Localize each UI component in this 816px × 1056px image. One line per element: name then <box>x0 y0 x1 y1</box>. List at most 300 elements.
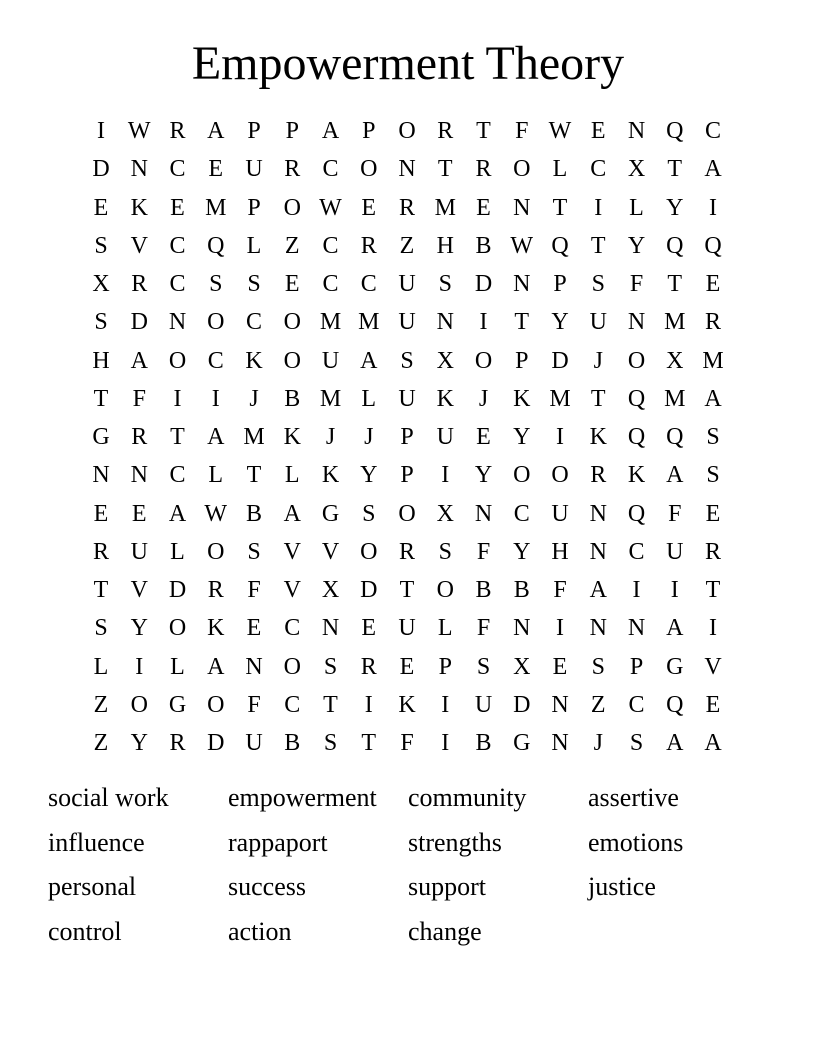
grid-letter: L <box>170 538 185 565</box>
grid-letter: S <box>706 462 720 489</box>
grid-letter: C <box>322 232 339 259</box>
grid-letter: S <box>476 653 491 680</box>
grid-letter: Y <box>627 232 646 259</box>
grid-letter: R <box>398 538 415 565</box>
grid-letter: K <box>627 462 646 489</box>
grid-letter: S <box>438 538 452 565</box>
grid-letter: N <box>474 500 493 527</box>
grid-letter: M <box>664 309 686 336</box>
grid-letter: N <box>321 615 340 642</box>
grid-letter: S <box>209 271 223 297</box>
grid-letter: E <box>246 615 262 642</box>
grid-letter: M <box>358 309 380 336</box>
grid-letter: L <box>284 462 300 489</box>
word-list-item: success <box>228 872 306 901</box>
grid-letter: N <box>130 156 148 183</box>
grid-letter: U <box>321 347 340 374</box>
grid-letter: X <box>666 347 684 374</box>
grid-letter: R <box>131 271 148 297</box>
grid-letter: M <box>549 385 571 412</box>
grid-letter: R <box>704 538 721 565</box>
grid-letter: I <box>709 194 717 221</box>
grid-letter: A <box>589 577 607 603</box>
grid-letter: A <box>704 730 722 756</box>
grid-letter: C <box>513 500 530 527</box>
grid-letter: F <box>476 538 491 565</box>
grid-letter: Q <box>666 691 684 718</box>
grid-letter: M <box>434 194 456 221</box>
grid-letter: M <box>702 347 724 374</box>
grid-letter: L <box>170 653 185 680</box>
grid-letter: N <box>245 653 263 680</box>
word-list-item: strengths <box>408 827 502 857</box>
grid-letter: R <box>131 424 148 450</box>
grid-letter: J <box>325 424 336 450</box>
grid-letter: O <box>130 691 148 718</box>
grid-letter: O <box>513 462 531 489</box>
word-list-item: empowerment <box>228 783 377 812</box>
grid-letter: P <box>400 462 414 489</box>
word-list-item: assertive <box>588 783 679 812</box>
grid-letter: F <box>132 385 146 412</box>
grid-letter: R <box>92 538 109 565</box>
grid-letter: C <box>360 271 377 297</box>
grid-letter: L <box>246 232 262 259</box>
word-list-item: change <box>408 916 482 946</box>
grid-letter: F <box>515 118 529 144</box>
grid-letter: U <box>398 615 416 642</box>
grid-letter: P <box>247 194 261 221</box>
grid-letter: Y <box>551 309 569 336</box>
grid-letter: R <box>360 232 377 259</box>
grid-letter: E <box>131 500 147 527</box>
grid-letter: I <box>594 194 603 221</box>
grid-letter: F <box>668 500 682 527</box>
grid-letter: X <box>321 577 340 603</box>
grid-letter: S <box>591 271 605 297</box>
grid-letter: P <box>400 424 414 450</box>
grid-letter: S <box>323 653 338 680</box>
grid-letter: E <box>476 194 491 221</box>
grid-letter: S <box>94 309 108 336</box>
grid-letter: Q <box>627 500 646 527</box>
grid-letter: J <box>478 385 489 412</box>
grid-letter: M <box>319 385 342 412</box>
grid-letter: C <box>284 615 301 642</box>
grid-letter: B <box>513 577 530 603</box>
grid-letter: P <box>629 653 644 680</box>
grid-letter: O <box>168 615 187 642</box>
grid-letter: S <box>400 347 414 374</box>
grid-letter: U <box>551 500 569 527</box>
grid-letter: A <box>207 118 225 144</box>
grid-letter: X <box>92 271 110 297</box>
grid-letter: C <box>245 309 262 336</box>
grid-letter: K <box>436 385 454 412</box>
grid-letter: L <box>361 385 377 412</box>
grid-letter: M <box>243 424 265 450</box>
grid-letter: I <box>135 653 144 680</box>
grid-letter: Q <box>666 232 684 259</box>
grid-letter: O <box>207 309 225 336</box>
grid-letter: F <box>476 615 491 642</box>
grid-letter: S <box>591 653 605 680</box>
grid-letter: E <box>361 615 377 642</box>
grid-letter: S <box>94 232 108 259</box>
grid-letter: I <box>97 118 105 144</box>
grid-letter: V <box>321 538 340 565</box>
grid-letter: Y <box>666 194 684 221</box>
grid-letter: Z <box>93 691 109 718</box>
grid-letter: N <box>92 462 110 489</box>
grid-letter: J <box>593 347 603 374</box>
grid-letter: C <box>169 271 186 297</box>
grid-letter: V <box>283 538 301 565</box>
word-list-item: action <box>228 916 292 946</box>
word-list-item: influence <box>48 827 145 857</box>
grid-letter: N <box>627 309 646 336</box>
grid-letter: Z <box>284 232 300 259</box>
grid-letter: T <box>667 271 683 297</box>
grid-letter: O <box>398 500 416 527</box>
grid-letter: N <box>551 691 569 718</box>
grid-letter: L <box>208 462 224 489</box>
grid-letter: S <box>94 615 108 642</box>
grid-letter: R <box>398 194 415 221</box>
grid-letter: A <box>283 500 301 527</box>
grid-letter: G <box>92 424 110 450</box>
grid-letter: V <box>283 577 301 603</box>
grid-letter: O <box>283 347 301 374</box>
grid-letter: N <box>513 194 531 221</box>
grid-letter: S <box>438 271 452 297</box>
grid-letter: Q <box>551 232 569 259</box>
grid-letter: I <box>211 385 220 412</box>
grid-letter: U <box>398 385 416 412</box>
grid-letter: P <box>362 118 376 144</box>
grid-letter: G <box>513 730 531 756</box>
word-list-item: social work <box>48 783 169 812</box>
grid-letter: W <box>319 194 342 221</box>
grid-letter: T <box>705 577 721 603</box>
grid-letter: T <box>590 385 606 412</box>
grid-letter: R <box>704 309 721 336</box>
grid-letter: Q <box>627 424 646 450</box>
grid-letter: E <box>705 691 721 718</box>
grid-letter: O <box>168 347 187 374</box>
grid-letter: E <box>590 118 606 144</box>
grid-letter: O <box>207 538 225 565</box>
grid-letter: F <box>629 271 644 297</box>
grid-letter: U <box>474 691 493 718</box>
grid-letter: M <box>205 194 227 221</box>
grid-letter: J <box>593 730 603 756</box>
grid-letter: C <box>704 118 721 144</box>
grid-letter: N <box>589 538 607 565</box>
grid-letter: K <box>321 462 340 489</box>
grid-letter: X <box>627 156 646 183</box>
grid-letter: T <box>590 232 606 259</box>
grid-letter: I <box>709 615 717 642</box>
grid-letter: N <box>551 730 569 756</box>
grid-letter: R <box>360 653 377 680</box>
grid-letter: B <box>284 730 301 756</box>
grid-letter: J <box>249 385 259 412</box>
grid-letter: P <box>553 271 567 297</box>
grid-letter: T <box>323 691 338 718</box>
grid-letter: O <box>283 194 301 221</box>
page-title: Empowerment Theory <box>191 37 625 90</box>
grid-letter: Q <box>627 385 646 412</box>
grid-letter: B <box>475 577 492 603</box>
grid-letter: W <box>510 232 534 259</box>
grid-letter: O <box>283 309 301 336</box>
grid-letter: K <box>283 424 301 450</box>
grid-letter: E <box>284 271 300 297</box>
grid-letter: I <box>556 424 564 450</box>
grid-letter: C <box>169 462 186 489</box>
grid-letter: N <box>168 309 187 336</box>
grid-letter: R <box>207 577 224 603</box>
grid-letter: W <box>204 500 228 527</box>
grid-letter: P <box>515 347 529 374</box>
grid-letter: T <box>170 424 185 450</box>
grid-letter: E <box>170 194 185 221</box>
word-list-item: emotions <box>588 827 684 857</box>
grid-letter: B <box>475 232 492 259</box>
grid-letter: O <box>474 347 493 374</box>
grid-letter: Z <box>399 232 415 259</box>
grid-letter: Q <box>704 232 722 259</box>
grid-letter: D <box>207 730 225 756</box>
grid-letter: A <box>360 347 378 374</box>
grid-letter: X <box>436 347 454 374</box>
grid-letter: T <box>552 194 568 221</box>
grid-letter: G <box>321 500 340 527</box>
grid-letter: H <box>551 538 569 565</box>
grid-letter: R <box>284 156 301 183</box>
grid-letter: D <box>168 577 187 603</box>
grid-letter: G <box>168 691 187 718</box>
grid-letter: K <box>398 691 416 718</box>
grid-letter: I <box>441 462 450 489</box>
grid-letter: B <box>284 385 301 412</box>
grid-letter: U <box>245 156 263 183</box>
grid-letter: O <box>283 653 301 680</box>
grid-letter: T <box>514 309 530 336</box>
grid-letter: N <box>130 462 148 489</box>
grid-letter: K <box>513 385 531 412</box>
grid-letter: S <box>706 424 720 450</box>
grid-letter: I <box>556 615 564 642</box>
grid-letter: A <box>666 615 684 642</box>
grid-letter: B <box>475 730 492 756</box>
grid-letter: I <box>441 730 450 756</box>
grid-letter: V <box>130 577 148 603</box>
grid-letter: E <box>361 194 377 221</box>
grid-letter: R <box>475 156 492 183</box>
grid-letter: P <box>247 118 261 144</box>
grid-letter: F <box>553 577 567 603</box>
grid-letter: T <box>667 156 683 183</box>
grid-letter: Y <box>360 462 378 489</box>
grid-letter: A <box>704 156 722 183</box>
grid-letter: L <box>552 156 568 183</box>
grid-letter: I <box>479 309 488 336</box>
grid-letter: T <box>93 385 109 412</box>
grid-letter: Y <box>513 424 531 450</box>
grid-letter: A <box>666 462 684 489</box>
grid-letter: F <box>247 577 261 603</box>
grid-letter: P <box>285 118 299 144</box>
grid-letter: Y <box>130 615 148 642</box>
grid-letter: R <box>169 730 186 756</box>
grid-letter: T <box>476 118 491 144</box>
grid-letter: O <box>360 538 378 565</box>
grid-letter: N <box>627 118 646 144</box>
grid-letter: X <box>436 500 454 527</box>
grid-letter: S <box>247 271 261 297</box>
grid-letter: Q <box>207 232 225 259</box>
grid-letter: T <box>399 577 415 603</box>
grid-letter: N <box>589 500 607 527</box>
grid-letter: E <box>399 653 415 680</box>
grid-letter: E <box>476 424 491 450</box>
grid-letter: N <box>398 156 416 183</box>
grid-letter: D <box>130 309 148 336</box>
grid-letter: O <box>360 156 378 183</box>
grid-letter: C <box>169 232 186 259</box>
grid-letter: U <box>436 424 454 450</box>
grid-letter: N <box>436 309 454 336</box>
grid-letter: N <box>627 615 646 642</box>
grid-letter: J <box>364 424 374 450</box>
grid-letter: T <box>246 462 262 489</box>
grid-letter: R <box>169 118 186 144</box>
grid-letter: D <box>474 271 493 297</box>
grid-letter: R <box>590 462 607 489</box>
grid-letter: S <box>247 538 261 565</box>
grid-letter: N <box>513 271 531 297</box>
grid-letter: L <box>437 615 453 642</box>
grid-letter: E <box>705 271 721 297</box>
grid-letter: Z <box>590 691 606 718</box>
grid-letter: V <box>704 653 722 680</box>
grid-letter: Q <box>666 424 684 450</box>
word-list-item: community <box>408 783 527 812</box>
grid-letter: O <box>436 577 454 603</box>
grid-letter: O <box>207 691 225 718</box>
grid-letter: U <box>398 309 416 336</box>
grid-letter: O <box>398 118 416 144</box>
grid-letter: S <box>629 730 644 756</box>
grid-letter: A <box>207 424 225 450</box>
grid-letter: U <box>130 538 148 565</box>
grid-letter: B <box>245 500 262 527</box>
grid-letter: N <box>513 615 531 642</box>
grid-letter: D <box>360 577 378 603</box>
grid-letter: U <box>666 538 684 565</box>
grid-letter: K <box>130 194 148 221</box>
grid-letter: C <box>284 691 301 718</box>
grid-letter: Y <box>130 730 148 756</box>
grid-letter: T <box>437 156 453 183</box>
grid-letter: W <box>127 118 151 144</box>
grid-letter: L <box>93 653 109 680</box>
word-list-item: support <box>408 872 486 901</box>
grid-letter: H <box>436 232 454 259</box>
grid-letter: T <box>93 577 109 603</box>
word-list-item: personal <box>48 872 137 901</box>
grid-letter: M <box>664 385 686 412</box>
grid-letter: E <box>208 156 224 183</box>
grid-letter: U <box>398 271 416 297</box>
grid-letter: K <box>589 424 607 450</box>
grid-letter: A <box>207 653 225 680</box>
grid-letter: M <box>319 309 342 336</box>
grid-letter: D <box>513 691 531 718</box>
grid-letter: W <box>548 118 572 144</box>
grid-letter: I <box>632 577 641 603</box>
word-list-item: justice <box>588 872 656 901</box>
grid-letter: F <box>247 691 261 718</box>
grid-letter: Y <box>474 462 493 489</box>
grid-letter: L <box>629 194 644 221</box>
grid-letter: A <box>666 730 684 756</box>
grid-letter: O <box>513 156 531 183</box>
grid-letter: I <box>441 691 450 718</box>
grid-letter: O <box>627 347 646 374</box>
grid-letter: T <box>361 730 377 756</box>
word-list-item: rappaport <box>228 827 328 857</box>
grid-letter: E <box>705 500 721 527</box>
grid-letter: I <box>173 385 182 412</box>
word-list-item: control <box>48 916 122 946</box>
grid-letter: Z <box>93 730 109 756</box>
grid-letter: Q <box>666 118 684 144</box>
grid-letter: C <box>590 156 607 183</box>
grid-letter: A <box>168 500 187 527</box>
grid-letter: E <box>552 653 568 680</box>
grid-letter: K <box>245 347 263 374</box>
grid-letter: C <box>207 347 224 374</box>
grid-letter: H <box>92 347 110 374</box>
grid-letter: F <box>400 730 414 756</box>
grid-letter: Y <box>513 538 531 565</box>
grid-letter: X <box>513 653 531 680</box>
grid-letter: U <box>589 309 607 336</box>
grid-letter: C <box>322 156 339 183</box>
grid-letter: C <box>628 538 645 565</box>
grid-letter: E <box>93 500 109 527</box>
grid-letter: A <box>321 118 340 144</box>
grid-letter: S <box>362 500 376 527</box>
grid-letter: A <box>704 385 722 412</box>
grid-letter: I <box>670 577 679 603</box>
grid-letter: S <box>323 730 338 756</box>
grid-letter: E <box>93 194 109 221</box>
grid-letter: P <box>438 653 452 680</box>
grid-letter: N <box>589 615 607 642</box>
grid-letter: G <box>666 653 684 680</box>
grid-letter: U <box>245 730 263 756</box>
grid-letter: C <box>322 271 339 297</box>
grid-letter: R <box>437 118 454 144</box>
grid-letter: D <box>551 347 569 374</box>
grid-letter: K <box>207 615 225 642</box>
grid-letter: O <box>551 462 569 489</box>
grid-letter: A <box>130 347 148 374</box>
